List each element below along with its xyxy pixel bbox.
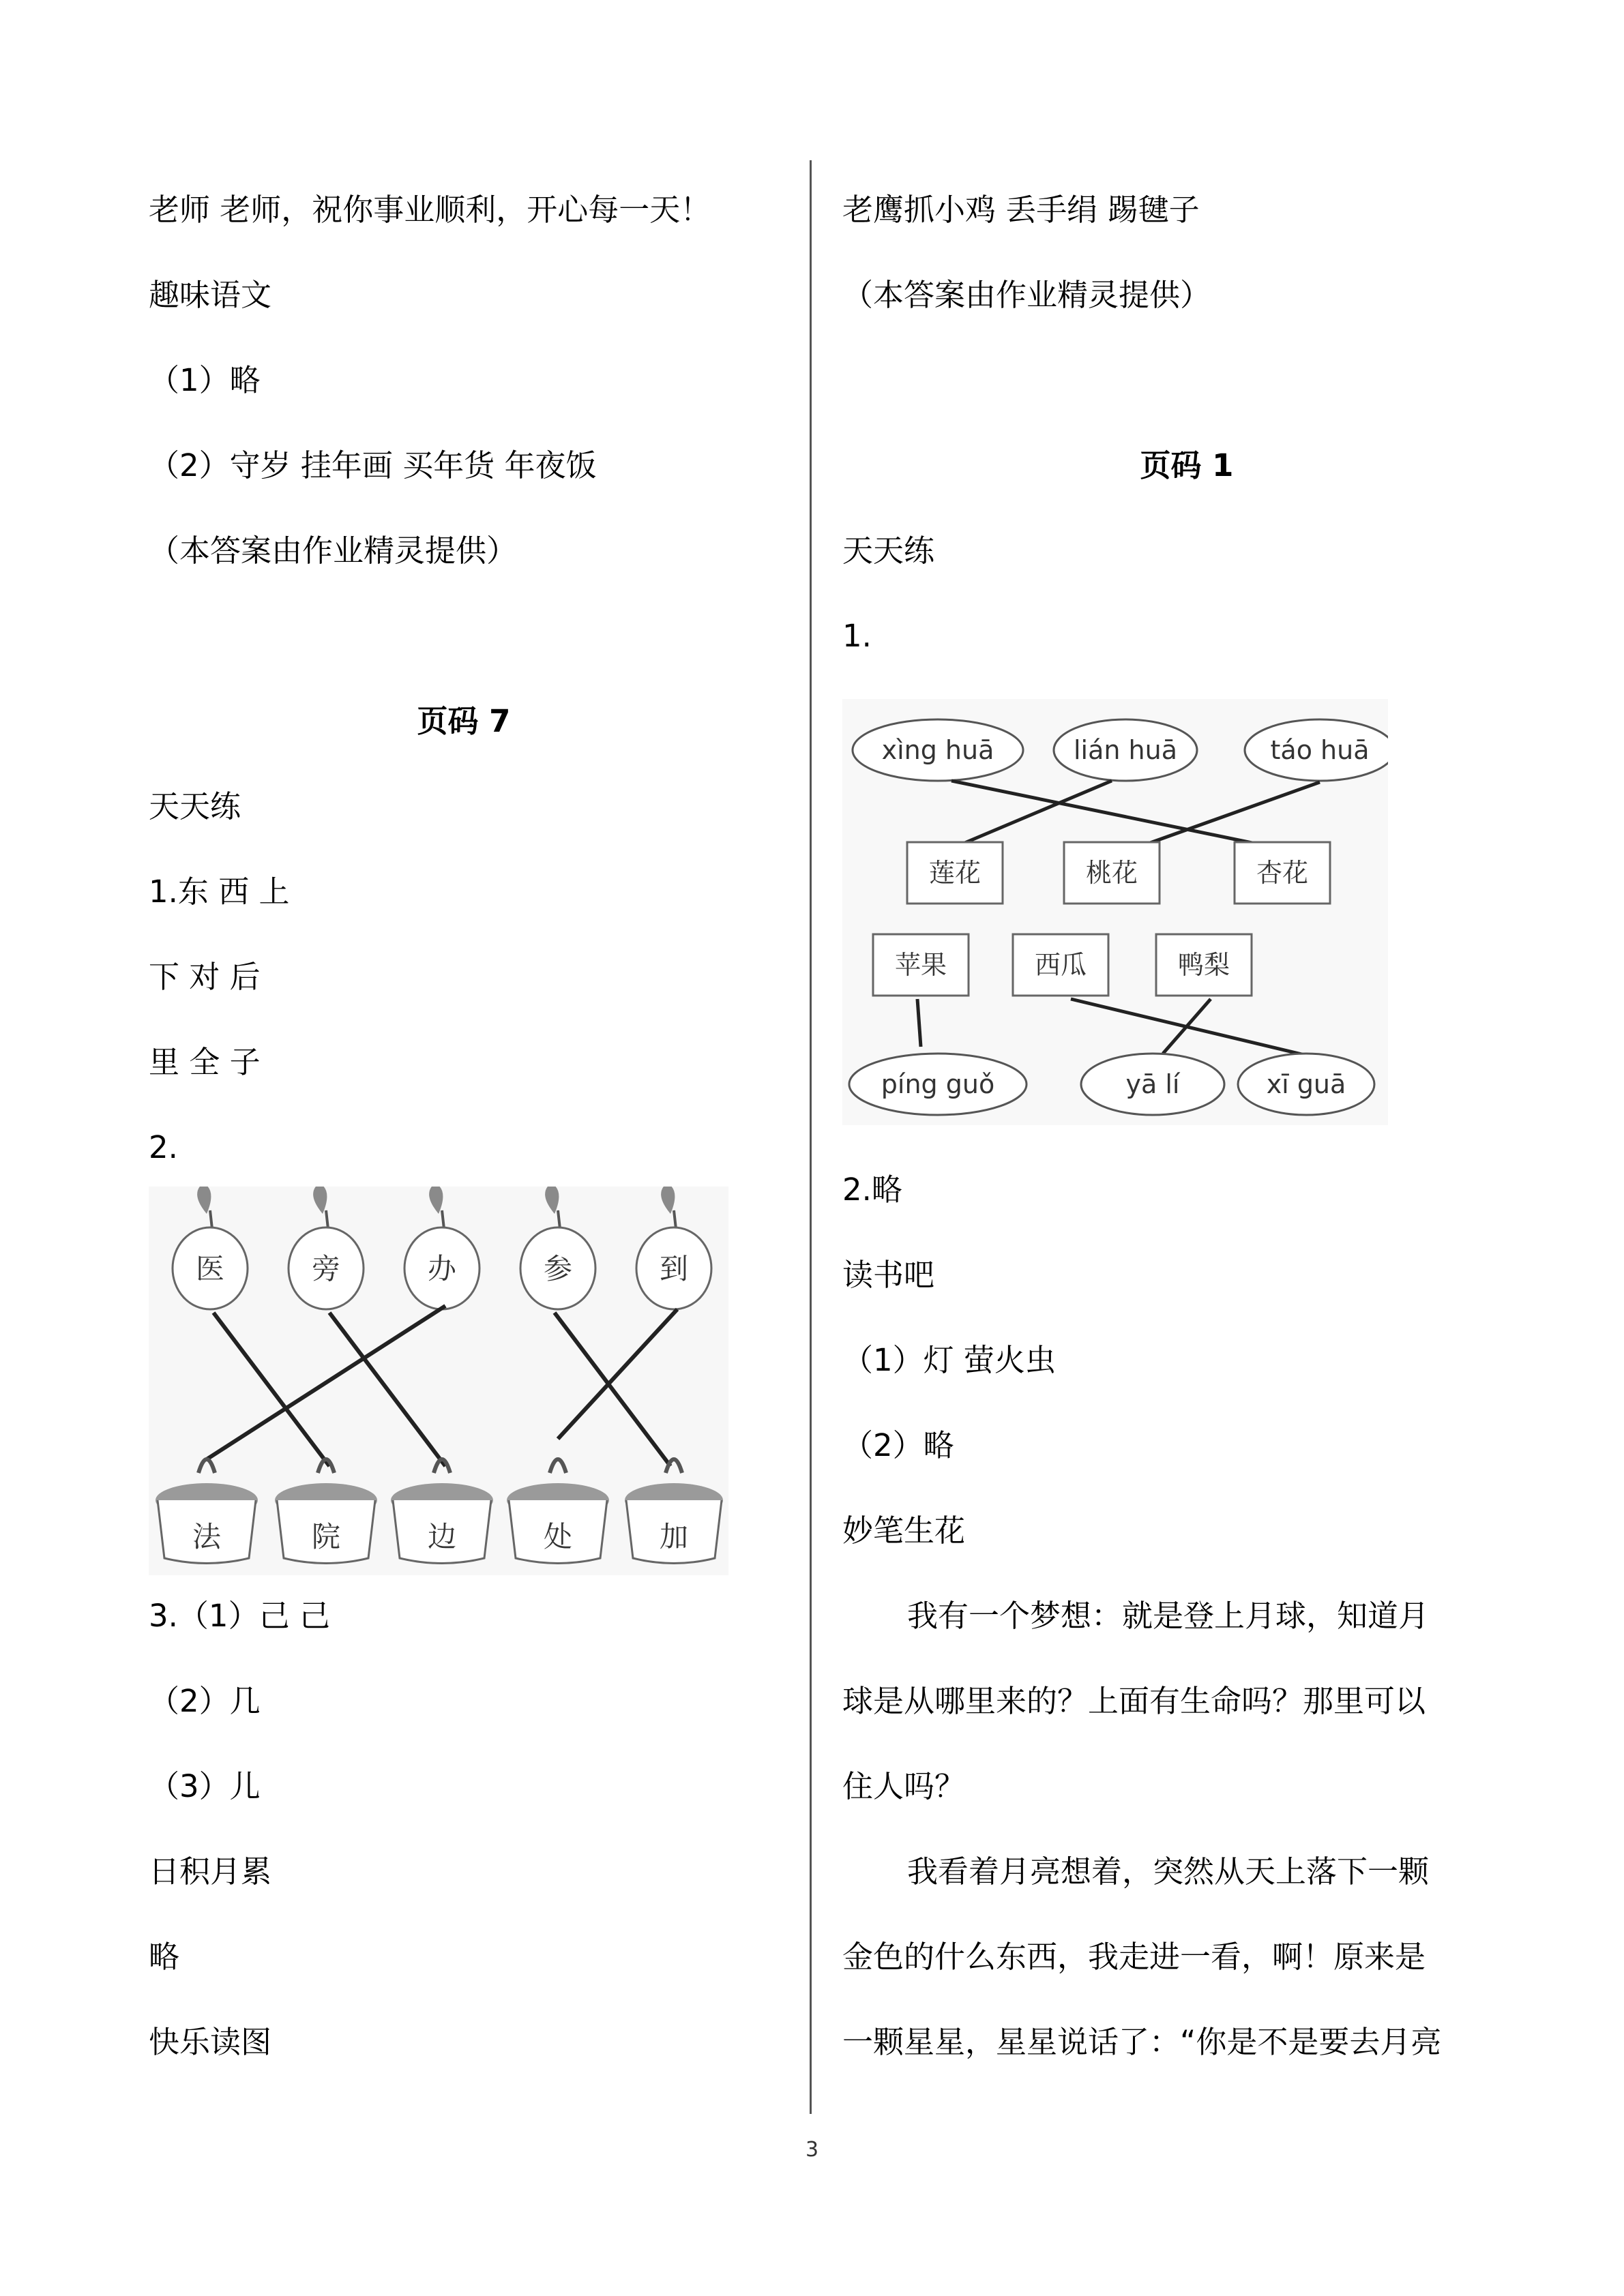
section-label: 天天练 bbox=[842, 533, 935, 569]
card-top-row bbox=[907, 842, 1330, 904]
answer-line: 里 全 子 bbox=[149, 1044, 261, 1080]
pinyin-bottom-row bbox=[849, 1054, 1374, 1115]
apple-label: 到 bbox=[659, 1252, 689, 1285]
card-label: 莲花 bbox=[928, 858, 981, 888]
answer-line: （2）略 bbox=[842, 1427, 954, 1463]
apple-label: 参 bbox=[543, 1252, 573, 1285]
answer-line: 下 对 后 bbox=[149, 959, 261, 995]
apple-label: 旁 bbox=[311, 1252, 341, 1285]
answer-line: 2.略 bbox=[842, 1172, 902, 1208]
page-heading: 页码 7 bbox=[417, 703, 511, 739]
section-label: 趣味语文 bbox=[149, 277, 272, 313]
card-label: 桃花 bbox=[1085, 858, 1138, 888]
text-line: 老师 老师，祝你事业顺利，开心每一天！ bbox=[149, 192, 711, 228]
card-label: 鸭梨 bbox=[1177, 950, 1230, 980]
answer-line: 老鹰抓小鸡 丢手绢 踢毽子 bbox=[842, 192, 1200, 228]
section-label: 妙笔生花 bbox=[842, 1512, 966, 1549]
card-label: 苹果 bbox=[894, 950, 947, 980]
credit-line: （本答案由作业精灵提供） bbox=[149, 533, 518, 569]
apple-label: 医 bbox=[195, 1252, 225, 1285]
basket-label: 处 bbox=[543, 1520, 573, 1553]
apple-basket-figure bbox=[149, 1187, 728, 1575]
answer-line: 3.（1）己 己 bbox=[149, 1598, 330, 1634]
pinyin-label: píng guǒ bbox=[881, 1069, 995, 1099]
card-bottom-row bbox=[873, 934, 1252, 996]
essay-line: 我看着月亮想着，突然从天上落下一颗 bbox=[907, 1853, 1430, 1890]
card-label: 西瓜 bbox=[1034, 950, 1087, 980]
pinyin-label: yā lí bbox=[1125, 1069, 1180, 1099]
pinyin-label: táo huā bbox=[1270, 735, 1370, 765]
essay-line: 一颗星星，星星说话了：“你是不是要去月亮 bbox=[842, 2024, 1442, 2060]
page-number: 3 bbox=[805, 2138, 819, 2162]
essay-line: 我有一个梦想：就是登上月球，知道月 bbox=[907, 1598, 1430, 1634]
section-label: 日积月累 bbox=[149, 1853, 272, 1890]
pinyin-label: lián huā bbox=[1073, 735, 1178, 765]
page-heading: 页码 1 bbox=[1140, 447, 1234, 483]
section-label: 快乐读图 bbox=[149, 2024, 272, 2060]
answer-line: （3）儿 bbox=[149, 1768, 261, 1804]
answer-line: 略 bbox=[149, 1939, 180, 1975]
basket-label: 边 bbox=[427, 1520, 457, 1553]
basket-label: 院 bbox=[311, 1520, 341, 1553]
apple-label: 办 bbox=[427, 1252, 457, 1285]
column-divider bbox=[810, 160, 812, 2114]
answer-line: 2. bbox=[149, 1129, 178, 1165]
pinyin-top-row bbox=[853, 719, 1388, 781]
answer-line: （2）守岁 挂年画 买年货 年夜饭 bbox=[149, 447, 597, 483]
section-label: 天天练 bbox=[149, 788, 241, 824]
pinyin-label: xī guā bbox=[1266, 1069, 1346, 1099]
basket-label: 法 bbox=[192, 1520, 222, 1553]
answer-line: 1. bbox=[842, 618, 872, 654]
section-label: 读书吧 bbox=[842, 1257, 935, 1293]
answer-line: 1.东 西 上 bbox=[149, 874, 290, 910]
basket-label: 加 bbox=[659, 1520, 689, 1553]
essay-line: 球是从哪里来的？上面有生命吗？那里可以 bbox=[842, 1683, 1426, 1719]
credit-line: （本答案由作业精灵提供） bbox=[842, 277, 1211, 313]
pinyin-match-figure bbox=[842, 699, 1388, 1125]
essay-line: 住人吗？ bbox=[842, 1768, 966, 1804]
essay-line: 金色的什么东西，我走进一看，啊！原来是 bbox=[842, 1939, 1426, 1975]
answer-line: （1）略 bbox=[149, 362, 261, 398]
card-label: 杏花 bbox=[1256, 858, 1309, 888]
answer-line: （1）灯 萤火虫 bbox=[842, 1342, 1056, 1378]
answer-line: （2）几 bbox=[149, 1683, 261, 1719]
pinyin-label: xìng huā bbox=[881, 735, 994, 765]
